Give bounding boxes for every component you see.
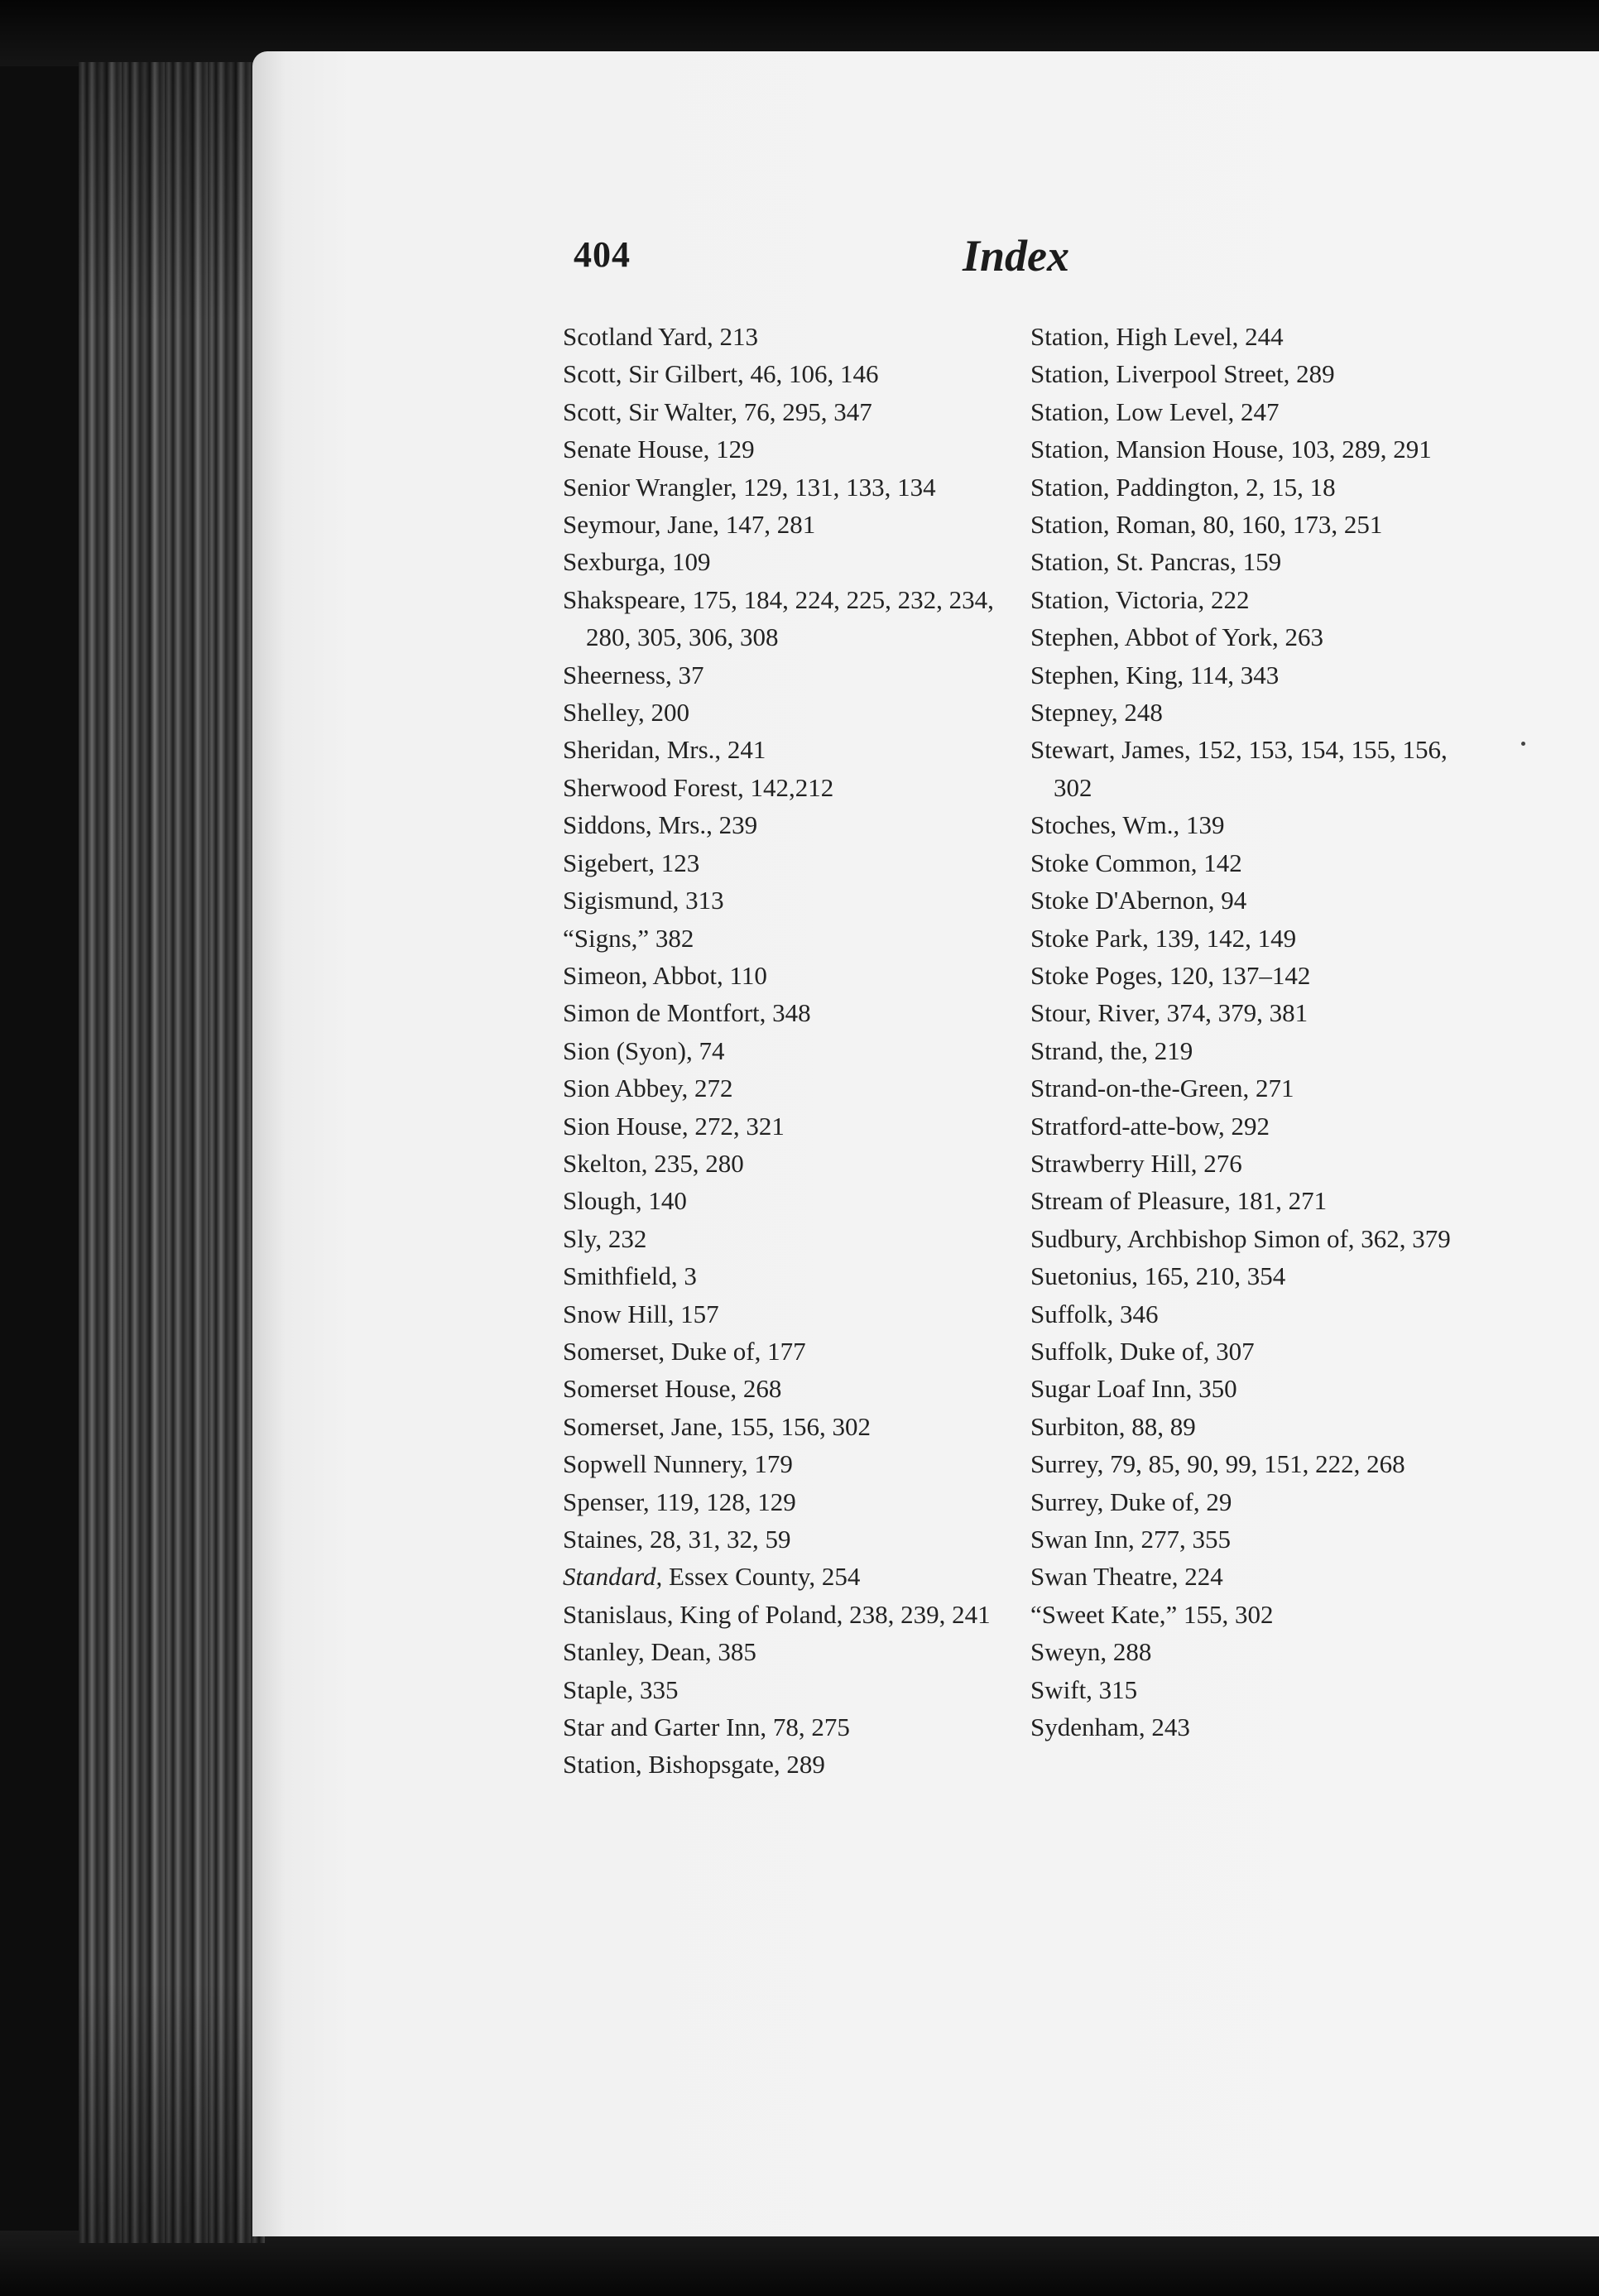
index-entry: Sheridan, Mrs., 241 (563, 735, 766, 765)
index-entry: Siddons, Mrs., 239 (563, 810, 758, 840)
index-entry: Suffolk, 346 (1030, 1299, 1159, 1328)
index-entry: Senate House, 129 (563, 435, 755, 464)
index-entry: Stoke D'Abernon, 94 (1030, 886, 1247, 915)
index-entry: Somerset, Duke of, 177 (563, 1336, 806, 1366)
index-entry: Sigebert, 123 (563, 848, 700, 877)
index-entry: Staines, 28, 31, 32, 59 (563, 1525, 791, 1554)
index-entry: Stanley, Dean, 385 (563, 1637, 756, 1667)
index-entry: Station, Victoria, 222 (1030, 584, 1250, 614)
index-entry: Stoke Park, 139, 142, 149 (1030, 923, 1297, 953)
index-entry: Scott, Sir Walter, 76, 295, 347 (563, 396, 872, 426)
index-entry: Sexburga, 109 (563, 547, 711, 577)
index-entry: Sugar Loaf Inn, 350 (1030, 1374, 1237, 1404)
index-entry: Simeon, Abbot, 110 (563, 960, 767, 990)
index-entry: Suffolk, Duke of, 307 (1030, 1336, 1255, 1366)
index-column-left (563, 318, 1010, 1784)
index-entry: Sydenham, 243 (1030, 1712, 1190, 1742)
index-entry: Scotland Yard, 213 (563, 322, 758, 351)
book-page-edges (79, 62, 265, 2243)
index-entry: Surrey, 79, 85, 90, 99, 151, 222, 268 (1030, 1449, 1405, 1479)
index-entry: Snow Hill, 157 (563, 1299, 719, 1328)
index-entry: Scott, Sir Gilbert, 46, 106, 146 (563, 359, 879, 389)
index-entry: Senior Wrangler, 129, 131, 133, 134 (563, 472, 936, 502)
index-entry: Surbiton, 88, 89 (1030, 1411, 1196, 1441)
index-entry: Star and Garter Inn, 78, 275 (563, 1712, 850, 1742)
index-entry: Sherwood Forest, 142,212 (563, 772, 834, 802)
index-entry: Sion Abbey, 272 (563, 1074, 733, 1103)
index-entry: Station, Low Level, 247 (1030, 396, 1280, 426)
index-entry: Station, Bishopsgate, 289 (563, 1750, 825, 1780)
index-entry: Spenser, 119, 128, 129 (563, 1487, 796, 1516)
index-entry: Simon de Montfort, 348 (563, 998, 811, 1028)
index-entry: Stephen, King, 114, 343 (1030, 660, 1280, 689)
index-entry: “Signs,” 382 (563, 923, 694, 953)
index-entry: Slough, 140 (563, 1186, 687, 1216)
index-entry: Stream of Pleasure, 181, 271 (1030, 1186, 1328, 1216)
index-entry: Somerset House, 268 (563, 1374, 782, 1404)
index-entry: Strawberry Hill, 276 (1030, 1148, 1242, 1178)
index-entry: Swan Inn, 277, 355 (1030, 1525, 1231, 1554)
index-entry: Seymour, Jane, 147, 281 (563, 510, 816, 540)
index-entry: Strand, the, 219 (1030, 1035, 1193, 1065)
index-entry: Smithfield, 3 (563, 1261, 697, 1291)
index-entry: Swift, 315 (1030, 1674, 1138, 1704)
index-entry: Swan Theatre, 224 (1030, 1562, 1223, 1592)
index-entry: Sigismund, 313 (563, 886, 724, 915)
page-number: 404 (574, 234, 631, 275)
index-entry: Sly, 232 (563, 1223, 647, 1253)
index-entry: Strand-on-the-Green, 271 (1030, 1074, 1294, 1103)
index-entry: Station, St. Pancras, 159 (1030, 547, 1282, 577)
index-entry: Stephen, Abbot of York, 263 (1030, 622, 1323, 652)
index-entry: Sweyn, 288 (1030, 1637, 1152, 1667)
index-entry: Stepney, 248 (1030, 698, 1163, 728)
index-entry: Surrey, Duke of, 29 (1030, 1487, 1232, 1516)
index-entry: Station, Paddington, 2, 15, 18 (1030, 472, 1336, 502)
index-entry: Station, High Level, 244 (1030, 322, 1284, 351)
index-entry: Station, Liverpool Street, 289 (1030, 359, 1335, 389)
index-entry: Sudbury, Archbishop Simon of, 362, 379 (1030, 1223, 1451, 1253)
index-entry: Staple, 335 (563, 1674, 679, 1704)
index-entry: Stewart, James, 152, 153, 154, 155, 156, 302 (1030, 735, 1448, 802)
index-entry: Skelton, 235, 280 (563, 1148, 744, 1178)
index-entry: Sopwell Nunnery, 179 (563, 1449, 793, 1479)
index-entry: Sion (Syon), 74 (563, 1035, 725, 1065)
index-entry: “Sweet Kate,” 155, 302 (1030, 1599, 1274, 1629)
index-entry: Stratford-atte-bow, 292 (1030, 1111, 1270, 1141)
index-entry: Station, Mansion House, 103, 289, 291 (1030, 435, 1432, 464)
italic-lemma: Standard, (563, 1562, 663, 1592)
index-entry-rest: Essex County, 254 (669, 1562, 861, 1592)
index-entry: Stoke Poges, 120, 137–142 (1030, 960, 1311, 990)
index-entry: Shakspeare, 175, 184, 224, 225, 232, 234, 280, 305, 306, 308 (563, 584, 994, 652)
page-header (574, 233, 1501, 291)
index-column-right (1030, 318, 1477, 1746)
index-entry: Stour, River, 374, 379, 381 (1030, 998, 1308, 1028)
index-entry: Sheerness, 37 (563, 660, 704, 689)
index-entry: Stanislaus, King of Poland, 238, 239, 241 (563, 1599, 991, 1629)
index-entry: Stoke Common, 142 (1030, 848, 1242, 877)
running-head: Index (963, 231, 1070, 281)
index-entry: Sion House, 272, 321 (563, 1111, 785, 1141)
index-entry: Stoches, Wm., 139 (1030, 810, 1225, 840)
index-entry: Shelley, 200 (563, 698, 689, 728)
index-entry: Somerset, Jane, 155, 156, 302 (563, 1411, 871, 1441)
index-entry: Station, Roman, 80, 160, 173, 251 (1030, 510, 1383, 540)
speck-mark (1521, 742, 1525, 746)
index-entry: Suetonius, 165, 210, 354 (1030, 1261, 1286, 1291)
index-entry (563, 1558, 1010, 1595)
